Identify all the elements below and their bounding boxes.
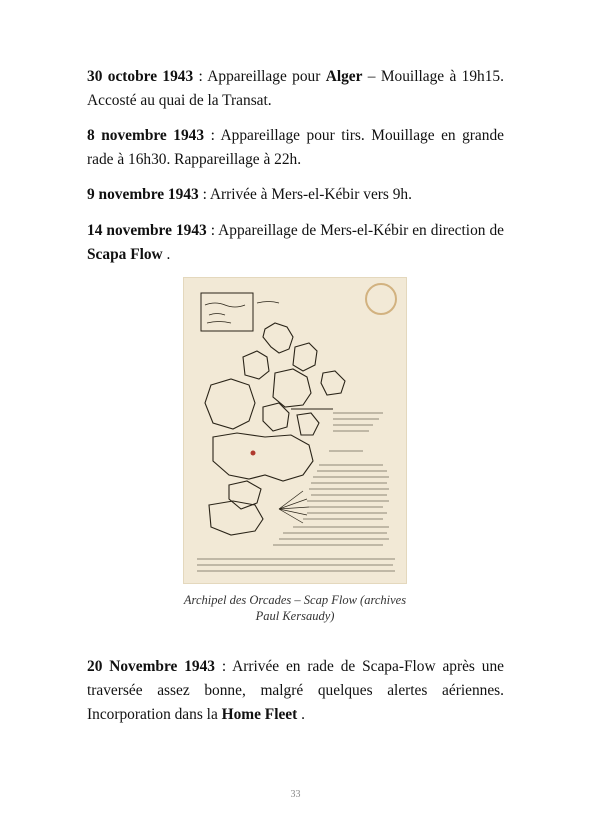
entry-text: : Arrivée en rade de Scapa-Flow après une traversée assez bonne, malgré quelques alertes aériennes. Incorporation dans la: [87, 658, 504, 723]
journal-entry-14-novembre: [87, 219, 504, 267]
entry-text: .: [297, 706, 305, 723]
entry-text: .: [162, 246, 171, 263]
figure-caption: Archipel des Orcades – Scap Flow (archives Paul Kersaudy): [183, 593, 407, 623]
entry-text: – Mouillage à 19h15. Accosté au quai de la Transat.: [87, 68, 504, 109]
islands: [205, 323, 345, 535]
place-name: Alger: [325, 68, 363, 85]
red-mark: [251, 451, 256, 456]
journal-entry-8-novembre: [87, 124, 504, 172]
entry-date: 9 novembre 1943: [87, 186, 199, 203]
map-drawing: [183, 277, 407, 584]
title-cartouche: [201, 293, 253, 331]
entry-date: 30 octobre 1943: [87, 68, 194, 85]
stamp-mark: [366, 284, 396, 314]
entry-text: : Arrivée à Mers-el-Kébir vers 9h.: [198, 186, 412, 203]
entry-date: 20 Novembre 1943: [87, 658, 215, 675]
entry-text: : Appareillage pour tirs. Mouillage en grande rade à 16h30. Rappareillage à 22h.: [87, 127, 504, 168]
entry-date: 8 novembre 1943: [87, 127, 205, 144]
orkney-map-image: [183, 277, 407, 584]
entry-text: : Appareillage pour: [193, 68, 326, 85]
fleet-name: Home Fleet: [221, 706, 298, 723]
journal-entry-30-octobre: [87, 65, 504, 113]
handwritten-notes: [197, 413, 395, 571]
entry-text: : Appareillage de Mers-el-Kébir en direction de: [206, 222, 504, 239]
place-name: Scapa Flow: [87, 246, 163, 263]
entry-date: 14 novembre 1943: [87, 222, 207, 239]
page-number: 33: [290, 789, 301, 800]
journal-entry-9-novembre: [87, 183, 504, 207]
radiating-lines: [279, 491, 309, 523]
journal-entry-20-novembre: [87, 655, 504, 727]
